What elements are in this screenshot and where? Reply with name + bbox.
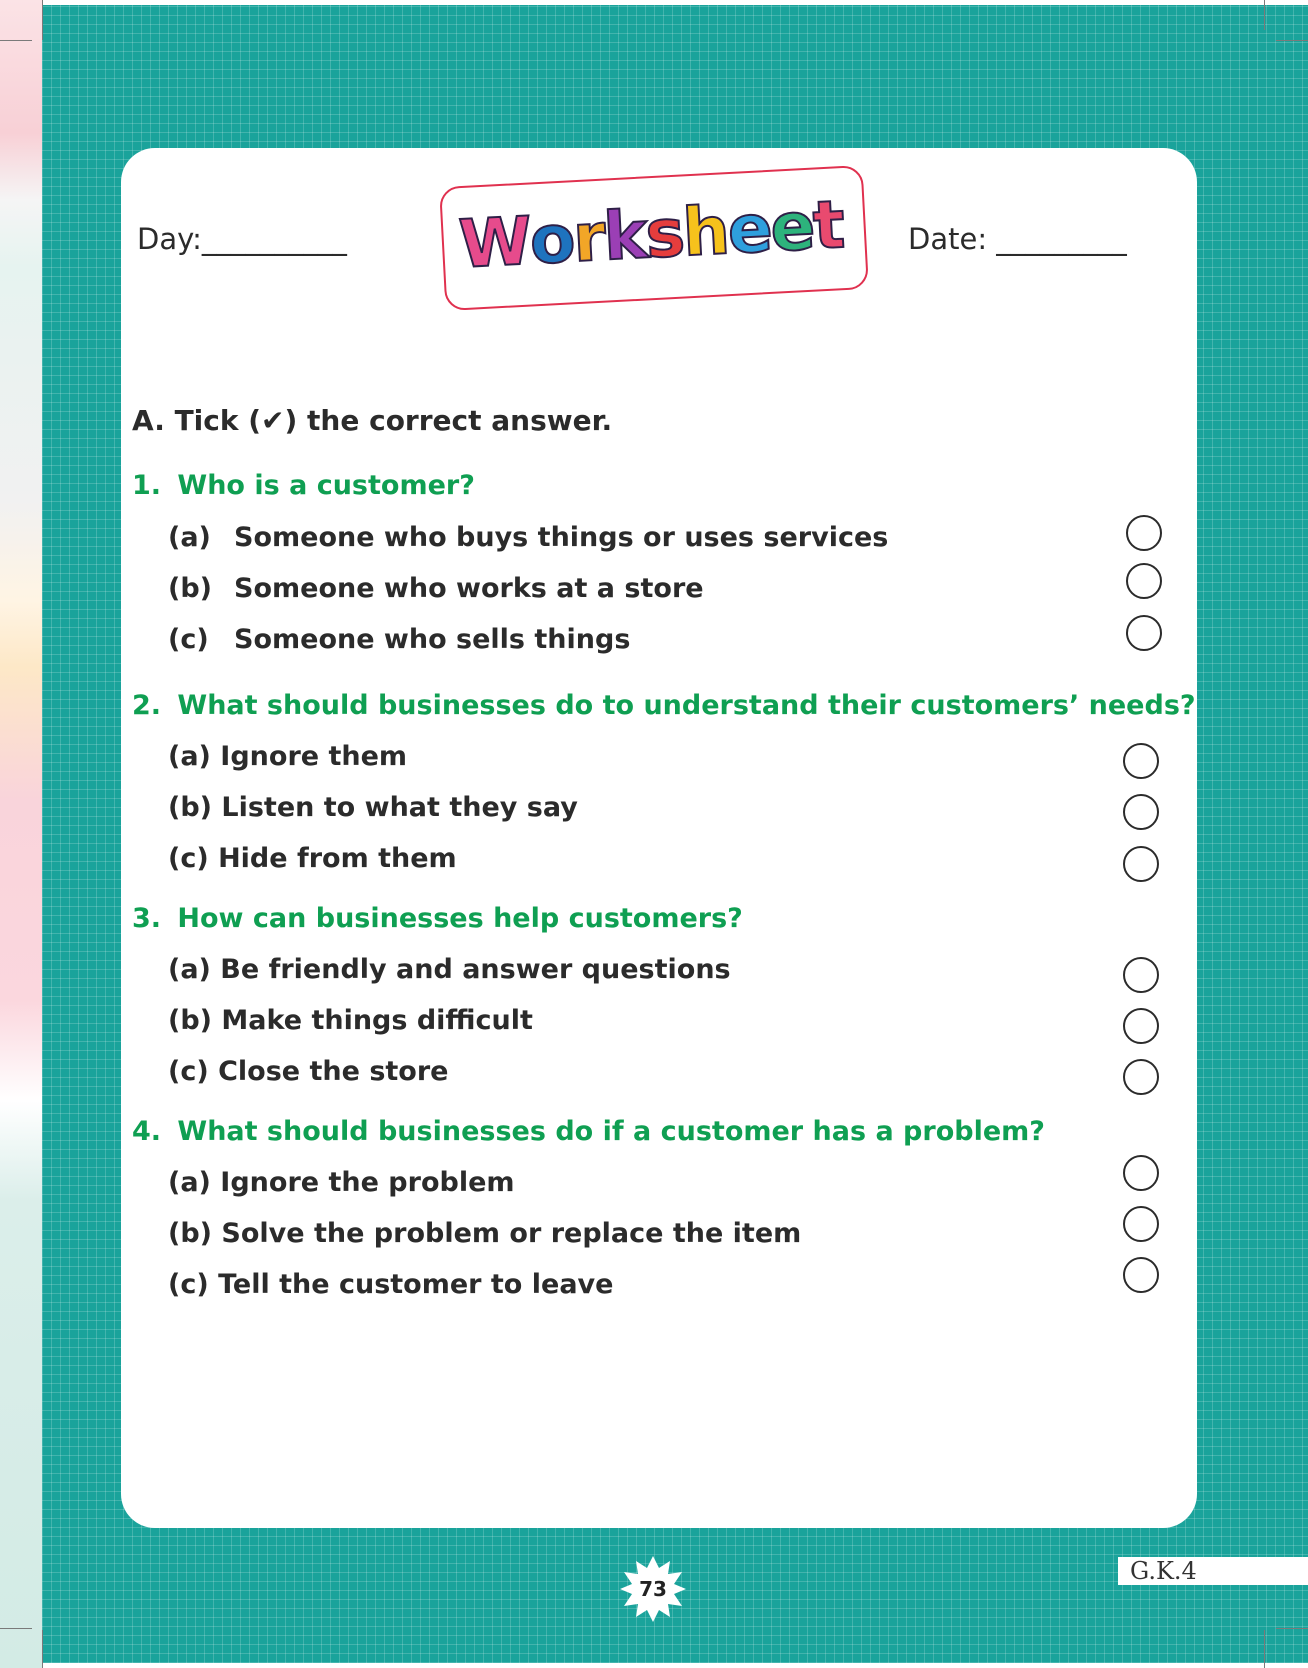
date-label: Date: _________ <box>908 222 1127 256</box>
answer-circle-1c[interactable] <box>1126 615 1162 651</box>
crop-mark <box>1276 1628 1308 1629</box>
crop-mark <box>0 40 32 41</box>
answer-circle-4c[interactable] <box>1123 1257 1159 1293</box>
option-letter: (a) <box>168 522 211 553</box>
crop-mark <box>42 0 43 40</box>
answer-circle-4a[interactable] <box>1123 1155 1159 1191</box>
question-4 <box>132 1116 1045 1147</box>
option-3c: (c) Close the store <box>168 1056 449 1087</box>
question-2 <box>132 690 1196 721</box>
day-label: Day:__________ <box>137 222 347 256</box>
question-1 <box>132 470 475 501</box>
option-1a <box>168 522 888 553</box>
answer-circle-2c[interactable] <box>1123 846 1159 882</box>
left-decorative-strip <box>0 0 42 1668</box>
question-text: What should businesses do if a customer has a problem? <box>177 1116 1045 1147</box>
option-4b: (b) Solve the problem or replace the item <box>168 1218 802 1249</box>
question-3 <box>132 903 743 934</box>
option-1b <box>168 573 704 604</box>
answer-circle-3b[interactable] <box>1123 1008 1159 1044</box>
answer-circle-4b[interactable] <box>1123 1206 1159 1242</box>
answer-circle-2a[interactable] <box>1123 743 1159 779</box>
question-text: Who is a customer? <box>177 470 475 501</box>
option-text: Someone who works at a store <box>234 573 704 604</box>
title-letter: e <box>768 187 818 267</box>
option-4a: (a) Ignore the problem <box>168 1167 515 1198</box>
answer-circle-1b[interactable] <box>1126 563 1162 599</box>
option-text: Someone who buys things or uses services <box>234 522 889 553</box>
title-letter: k <box>601 196 650 276</box>
title-letter: r <box>571 198 608 278</box>
section-heading: A. Tick (✔) the correct answer. <box>132 404 613 437</box>
question-number: 2. <box>132 690 162 721</box>
crop-mark <box>1264 0 1265 30</box>
option-1c <box>168 624 630 655</box>
option-letter: (b) <box>168 573 213 604</box>
option-2b: (b) Listen to what they say <box>168 792 578 823</box>
option-3a: (a) Be friendly and answer questions <box>168 954 731 985</box>
option-letter: (c) <box>168 624 209 655</box>
answer-circle-3a[interactable] <box>1123 957 1159 993</box>
title-letter: s <box>643 194 687 274</box>
title-letter: o <box>527 200 578 280</box>
option-text: Someone who sells things <box>234 624 631 655</box>
book-code: G.K.4 <box>1118 1557 1308 1585</box>
question-number: 4. <box>132 1116 162 1147</box>
page-number: 73 <box>639 1577 667 1601</box>
worksheet-card <box>121 148 1197 1528</box>
answer-circle-2b[interactable] <box>1123 794 1159 830</box>
crop-mark <box>42 1630 43 1668</box>
crop-mark <box>1264 1630 1265 1668</box>
title-letter: W <box>457 202 534 284</box>
crop-mark <box>0 1628 32 1629</box>
question-text: What should businesses do to understand their customers’ needs? <box>177 690 1196 721</box>
answer-circle-3c[interactable] <box>1123 1059 1159 1095</box>
worksheet-title <box>450 175 855 296</box>
option-4c: (c) Tell the customer to leave <box>168 1269 614 1300</box>
answer-circle-1a[interactable] <box>1126 515 1162 551</box>
title-letter: e <box>725 189 775 269</box>
option-3b: (b) Make things difficult <box>168 1005 533 1036</box>
option-2c: (c) Hide from them <box>168 843 457 874</box>
question-number: 3. <box>132 903 162 934</box>
title-letter: t <box>811 185 847 265</box>
question-number: 1. <box>132 470 162 501</box>
title-letter: h <box>680 191 732 272</box>
crop-mark <box>1276 40 1308 41</box>
option-2a: (a) Ignore them <box>168 741 408 772</box>
question-text: How can businesses help customers? <box>177 903 743 934</box>
